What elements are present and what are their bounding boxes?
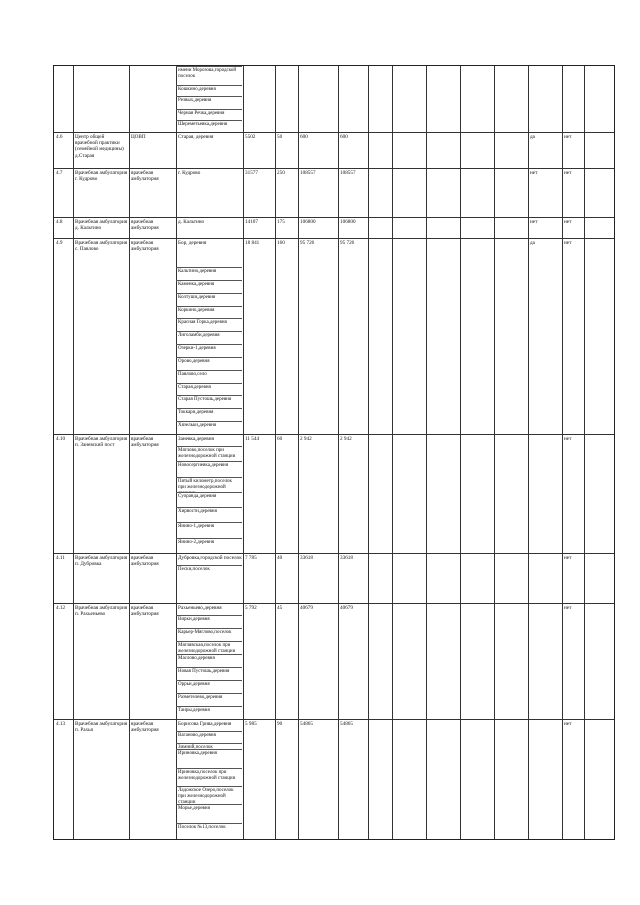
capacity-value: 50 [277,134,283,140]
column-divider [562,66,563,839]
row-number: 4.8 [56,219,63,225]
row-divider [54,553,614,554]
facility-name: Врачебная амбулатория п. Рахьеньево [75,605,128,618]
settlement-cell: Пески,поселок [176,565,242,603]
settlement-cell: Колтуши,деревня [176,293,242,306]
facility-type: врачебная амбулатория [131,219,159,232]
population-value: 31577 [245,170,258,176]
settlement-cell: Старая Пустошь,деревня [176,395,242,408]
visits-value: 108557 [300,170,316,176]
settlement-cell: Суоранда,деревня [176,492,242,507]
settlement-cell: Лиголамби,деревня [176,331,242,344]
row-divider [54,168,614,169]
column-divider [392,66,393,839]
settlement-cell: Пятый километр,поселок при железнодорожной [176,477,242,492]
row-divider [54,217,614,218]
visits-value: 600 [300,134,308,140]
flag-no: нет [564,721,572,727]
visits-value: 106800 [300,219,316,225]
settlement-cell: Озерки-1,деревня [176,344,242,357]
settlement-cell: Поселок №13,поселок [176,823,242,841]
row-divider [54,132,614,133]
facility-name: Центр общей врачебной практики (семейной медицины) д.Старая [75,134,124,159]
visits-value: 54865 [300,721,313,727]
facility-name: Врачебная амбулатория п. Заневский пост [75,436,128,449]
column-divider [584,66,585,839]
column-divider [129,66,130,839]
column-divider [243,66,244,839]
settlement-cell: Хязельки,деревня [176,421,242,434]
column-divider [528,66,529,839]
settlement-cell: г. Кудрово [178,170,201,176]
settlement-cell: Каменка,деревня [176,280,242,293]
flag-no: нет [564,240,572,246]
flag-yes-no: нет [530,170,538,176]
settlement-cell: Ладожское Озеро,поселок при железнодорожной станции [176,786,242,804]
facility-type: ЦОВП [131,134,146,140]
flag-no: нет [564,219,572,225]
settlement-cell: Резвых,деревня [176,96,242,109]
settlement-cell: Маслово,деревня [176,654,242,667]
settlement-cell: Старая,деревня [176,383,242,396]
column-divider [338,66,339,839]
flag-no: нет [564,605,572,611]
row-number: 4.12 [56,605,66,611]
settlement-cell: Бор, деревня [178,240,207,246]
facility-name: Врачебная амбулатория с. Павлово [75,240,128,253]
settlement-cell: Павлово,село [176,370,242,383]
visits-value-2: 600 [340,134,348,140]
flag-yes-no: да [530,240,535,246]
population-value: 7 785 [245,555,257,561]
population-value: 18 841 [245,240,260,246]
row-divider [54,719,614,720]
population-value: 11 544 [245,436,260,442]
facility-name: Врачебная амбулатория г. Кудрово [75,170,128,183]
row-number: 4.11 [56,555,65,561]
settlement-cell: Ваганово,деревня [176,731,242,749]
settlement-cell: Борисова Грива,деревня [178,721,232,727]
row-number: 4.6 [56,134,63,140]
facilities-table [53,65,615,840]
settlement-cell: Хирвости,деревня [176,507,242,522]
settlement-cell: д. Кальтино [178,219,205,225]
facility-type: врачебная амбулатория [131,436,159,449]
settlement-cell: Заневка,деревня [178,436,214,442]
facility-type: врачебная амбулатория [131,555,159,568]
column-divider [368,66,369,839]
settlement-cell: Янино-1,деревня [176,522,242,537]
row-number: 4.9 [56,240,63,246]
settlement-cell: Ириновка,поселок при железнодорожной станции [176,768,242,786]
visits-value-2: 40679 [340,605,353,611]
column-divider [426,66,427,839]
facility-type: врачебная амбулатория [131,605,159,618]
capacity-value: 60 [277,436,283,442]
row-divider [54,238,614,239]
flag-no: нет [564,436,572,442]
facility-name: Врачебная амбулатория п. Рахья [75,721,128,734]
capacity-value: 45 [277,605,283,611]
flag-no: нет [564,170,572,176]
settlement-cell: Карьер-Мяглово,поселок [176,628,242,641]
column-divider [460,66,461,839]
settlement-cell: Зимний,поселок [176,743,242,757]
flag-yes-no: да [530,134,535,140]
visits-value: 2 942 [300,436,312,442]
visits-value-2: 2 942 [340,436,352,442]
settlement-cell: Мяглявская,поселок при железнодорожной станции [176,641,242,654]
flag-no: нет [564,555,572,561]
visits-value-2: 95 726 [340,240,355,246]
settlement-cell: Новая Пустошь,деревня [176,667,242,680]
population-value: 14107 [245,219,258,225]
settlement-cell: Новосергиевка,деревня [176,461,242,476]
settlement-cell: Черная Речка,деревня [176,109,242,120]
facility-type: врачебная амбулатория [131,240,159,253]
settlement-cell: Рахьеньево,деревня [178,605,222,611]
flag-no: нет [564,134,572,140]
visits-value: 40679 [300,605,313,611]
settlement-cell: Коркино,деревня [176,306,242,319]
column-divider [298,66,299,839]
facility-name: Врачебная амбулатория п. Дубровка [75,555,128,568]
settlement-cell: Оррьи,деревня [176,680,242,693]
settlement-cell: Шереметьевка,деревня [176,120,242,132]
settlement-cell: имени Морозова,городской поселок [176,66,242,85]
visits-value-2: 106800 [340,219,356,225]
capacity-value: 90 [277,721,283,727]
capacity-value: 175 [277,219,285,225]
capacity-value: 160 [277,240,285,246]
facility-name: Врачебная амбулатория д. Кальтино [75,219,128,232]
settlement-cell: Янино-2,деревня [176,538,242,553]
settlement-cell: Красная Горка,деревня [176,318,242,331]
settlement-cell: Разметелево,деревня [176,693,242,706]
visits-value-2: 33618 [340,555,353,561]
row-number: 4.10 [56,436,66,442]
facility-type: врачебная амбулатория [131,170,159,183]
settlement-cell: Мяглово,поселок при железнодорожной станции [176,446,242,461]
settlement-cell: Кальтино,деревня [176,267,242,280]
visits-value-2: 54865 [340,721,353,727]
visits-value: 95 726 [300,240,315,246]
population-value: 5 985 [245,721,257,727]
row-divider [54,434,614,435]
column-divider [73,66,74,839]
population-value: 5502 [245,134,256,140]
capacity-value: 250 [277,170,285,176]
settlement-cell: Старая, деревня [178,134,214,140]
flag-yes-no: нет [530,219,538,225]
capacity-value: 40 [277,555,283,561]
settlement-cell: Вирки,деревня [176,615,242,628]
column-divider [275,66,276,839]
population-value: 5 792 [245,605,257,611]
row-number: 4.13 [56,721,66,727]
settlement-cell: Дубровка,городской поселок [178,555,242,561]
settlement-cell: Таиры,деревня [176,706,242,719]
row-divider [54,603,614,604]
visits-value-2: 108557 [340,170,356,176]
settlement-cell: Кошкино,деревня [176,85,242,96]
facility-type: врачебная амбулатория [131,721,159,734]
settlement-cell: Морье,деревня [176,804,242,822]
column-divider [494,66,495,839]
settlement-cell: Токкари,деревня [176,408,242,421]
row-number: 4.7 [56,170,63,176]
settlement-cell: Орово,деревня [176,357,242,370]
visits-value: 33618 [300,555,313,561]
settlement-cell: Ириновка,деревня [176,749,242,767]
